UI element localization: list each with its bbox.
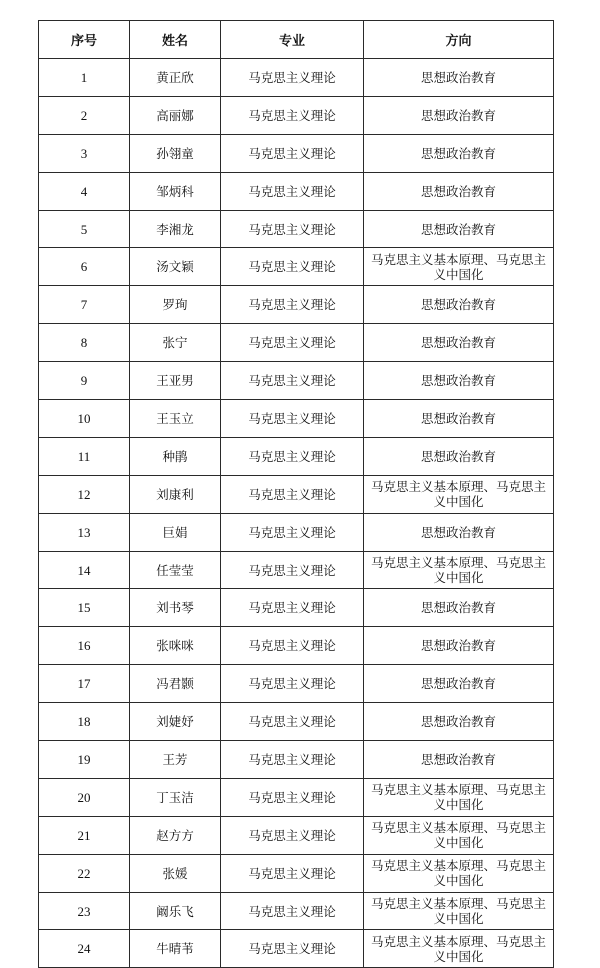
cell-major: 马克思主义理论 xyxy=(221,665,364,703)
cell-direction: 马克思主义基本原理、马克思主义中国化 xyxy=(364,248,554,286)
table-row xyxy=(39,400,554,438)
cell-name: 阚乐飞 xyxy=(130,892,221,930)
cell-major: 马克思主义理论 xyxy=(221,96,364,134)
table-row xyxy=(39,475,554,513)
cell-direction: 思想政治教育 xyxy=(364,400,554,438)
table-row xyxy=(39,59,554,97)
table-row xyxy=(39,778,554,816)
cell-serial-number: 18 xyxy=(39,703,130,741)
cell-serial-number: 13 xyxy=(39,513,130,551)
cell-major: 马克思主义理论 xyxy=(221,703,364,741)
header-serial-number: 序号 xyxy=(39,21,130,59)
table-row xyxy=(39,816,554,854)
cell-name: 牛晴苇 xyxy=(130,930,221,968)
cell-direction: 马克思主义基本原理、马克思主义中国化 xyxy=(364,854,554,892)
cell-major: 马克思主义理论 xyxy=(221,437,364,475)
table-row xyxy=(39,665,554,703)
cell-direction: 马克思主义基本原理、马克思主义中国化 xyxy=(364,475,554,513)
cell-serial-number: 22 xyxy=(39,854,130,892)
table-row xyxy=(39,248,554,286)
cell-major: 马克思主义理论 xyxy=(221,210,364,248)
table-row xyxy=(39,703,554,741)
cell-direction: 马克思主义基本原理、马克思主义中国化 xyxy=(364,551,554,589)
cell-name: 黄正欣 xyxy=(130,59,221,97)
cell-direction: 思想政治教育 xyxy=(364,627,554,665)
header-direction: 方向 xyxy=(364,21,554,59)
table-row xyxy=(39,324,554,362)
cell-serial-number: 19 xyxy=(39,741,130,779)
cell-name: 刘书琴 xyxy=(130,589,221,627)
cell-name: 孙翎童 xyxy=(130,134,221,172)
cell-direction: 思想政治教育 xyxy=(364,134,554,172)
cell-name: 张咪咪 xyxy=(130,627,221,665)
cell-major: 马克思主义理论 xyxy=(221,778,364,816)
table-row xyxy=(39,437,554,475)
cell-name: 王亚男 xyxy=(130,362,221,400)
cell-serial-number: 3 xyxy=(39,134,130,172)
cell-serial-number: 17 xyxy=(39,665,130,703)
header-row xyxy=(39,21,554,59)
cell-major: 马克思主义理论 xyxy=(221,362,364,400)
cell-direction: 思想政治教育 xyxy=(364,665,554,703)
cell-serial-number: 7 xyxy=(39,286,130,324)
student-roster-table xyxy=(38,20,554,968)
table-row xyxy=(39,551,554,589)
cell-major: 马克思主义理论 xyxy=(221,854,364,892)
cell-serial-number: 1 xyxy=(39,59,130,97)
table-row xyxy=(39,930,554,968)
cell-name: 巨娟 xyxy=(130,513,221,551)
cell-direction: 思想政治教育 xyxy=(364,324,554,362)
cell-direction: 思想政治教育 xyxy=(364,210,554,248)
cell-name: 汤文颖 xyxy=(130,248,221,286)
cell-name: 邹炳科 xyxy=(130,172,221,210)
cell-name: 王玉立 xyxy=(130,400,221,438)
cell-name: 任莹莹 xyxy=(130,551,221,589)
cell-direction: 思想政治教育 xyxy=(364,589,554,627)
cell-name: 刘康利 xyxy=(130,475,221,513)
cell-direction: 马克思主义基本原理、马克思主义中国化 xyxy=(364,892,554,930)
cell-serial-number: 6 xyxy=(39,248,130,286)
cell-name: 丁玉洁 xyxy=(130,778,221,816)
cell-direction: 思想政治教育 xyxy=(364,59,554,97)
cell-name: 高丽娜 xyxy=(130,96,221,134)
cell-name: 王芳 xyxy=(130,741,221,779)
table-row xyxy=(39,627,554,665)
table-row xyxy=(39,854,554,892)
cell-serial-number: 10 xyxy=(39,400,130,438)
cell-direction: 思想政治教育 xyxy=(364,96,554,134)
table-body xyxy=(39,59,554,968)
cell-name: 李湘龙 xyxy=(130,210,221,248)
cell-direction: 马克思主义基本原理、马克思主义中国化 xyxy=(364,816,554,854)
cell-major: 马克思主义理论 xyxy=(221,513,364,551)
cell-major: 马克思主义理论 xyxy=(221,134,364,172)
cell-major: 马克思主义理论 xyxy=(221,248,364,286)
cell-name: 冯君颢 xyxy=(130,665,221,703)
cell-serial-number: 20 xyxy=(39,778,130,816)
cell-direction: 思想政治教育 xyxy=(364,437,554,475)
cell-major: 马克思主义理论 xyxy=(221,172,364,210)
table-row xyxy=(39,134,554,172)
header-major: 专业 xyxy=(221,21,364,59)
cell-serial-number: 2 xyxy=(39,96,130,134)
cell-serial-number: 23 xyxy=(39,892,130,930)
cell-major: 马克思主义理论 xyxy=(221,627,364,665)
cell-major: 马克思主义理论 xyxy=(221,816,364,854)
cell-serial-number: 21 xyxy=(39,816,130,854)
cell-name: 张宁 xyxy=(130,324,221,362)
cell-serial-number: 9 xyxy=(39,362,130,400)
table-row xyxy=(39,210,554,248)
table-row xyxy=(39,286,554,324)
cell-major: 马克思主义理论 xyxy=(221,741,364,779)
cell-name: 张媛 xyxy=(130,854,221,892)
cell-name: 种鹃 xyxy=(130,437,221,475)
cell-serial-number: 11 xyxy=(39,437,130,475)
cell-serial-number: 8 xyxy=(39,324,130,362)
cell-serial-number: 16 xyxy=(39,627,130,665)
cell-direction: 思想政治教育 xyxy=(364,703,554,741)
cell-serial-number: 14 xyxy=(39,551,130,589)
cell-major: 马克思主义理论 xyxy=(221,475,364,513)
cell-major: 马克思主义理论 xyxy=(221,59,364,97)
cell-serial-number: 5 xyxy=(39,210,130,248)
cell-direction: 思想政治教育 xyxy=(364,513,554,551)
cell-direction: 思想政治教育 xyxy=(364,286,554,324)
cell-major: 马克思主义理论 xyxy=(221,400,364,438)
cell-major: 马克思主义理论 xyxy=(221,892,364,930)
cell-name: 刘婕妤 xyxy=(130,703,221,741)
table-row xyxy=(39,172,554,210)
cell-serial-number: 4 xyxy=(39,172,130,210)
cell-direction: 思想政治教育 xyxy=(364,362,554,400)
table-header xyxy=(39,21,554,59)
cell-serial-number: 15 xyxy=(39,589,130,627)
cell-name: 赵方方 xyxy=(130,816,221,854)
cell-direction: 马克思主义基本原理、马克思主义中国化 xyxy=(364,930,554,968)
cell-serial-number: 24 xyxy=(39,930,130,968)
cell-serial-number: 12 xyxy=(39,475,130,513)
table-row xyxy=(39,513,554,551)
cell-major: 马克思主义理论 xyxy=(221,324,364,362)
cell-direction: 思想政治教育 xyxy=(364,172,554,210)
cell-name: 罗珣 xyxy=(130,286,221,324)
header-name: 姓名 xyxy=(130,21,221,59)
cell-major: 马克思主义理论 xyxy=(221,589,364,627)
table-row xyxy=(39,362,554,400)
table-row xyxy=(39,892,554,930)
cell-major: 马克思主义理论 xyxy=(221,551,364,589)
table-row xyxy=(39,589,554,627)
cell-direction: 思想政治教育 xyxy=(364,741,554,779)
cell-major: 马克思主义理论 xyxy=(221,286,364,324)
table-row xyxy=(39,741,554,779)
table-row xyxy=(39,96,554,134)
cell-direction: 马克思主义基本原理、马克思主义中国化 xyxy=(364,778,554,816)
cell-major: 马克思主义理论 xyxy=(221,930,364,968)
